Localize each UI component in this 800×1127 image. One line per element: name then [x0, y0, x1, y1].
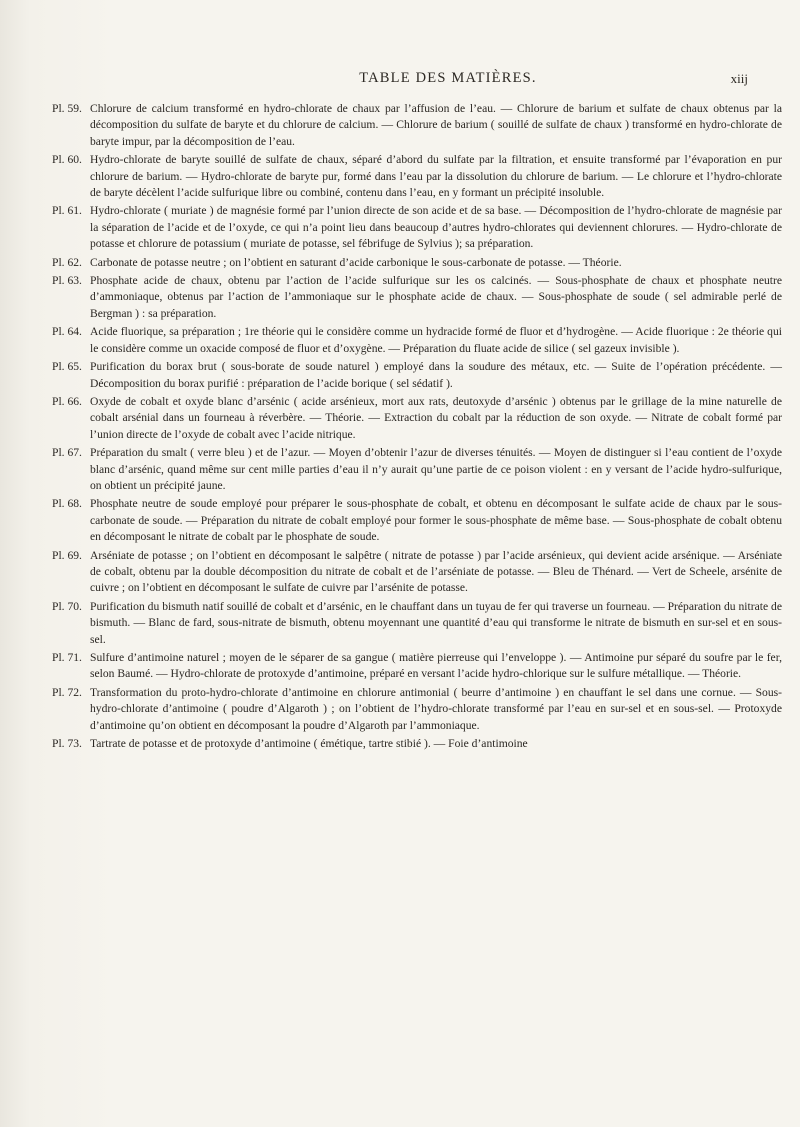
plate-number: Pl. 65.	[52, 360, 82, 374]
entry-text: Hydro-chlorate ( muriate ) de magnésie formé par l’union directe de son acide et de sa base. — Décomposition de l’hydro-chlorate de magnésie par la séparation de l’acide et de l’oxyde, ce qui n’a point lieu dans beaucoup d’autres hydro-chlorates qui deviennent chlorures. — Hydro-chlorate de potasse et chlorure de potassium ( muriate de potasse, sel fébrifuge de Sylvius ); sa préparation.	[90, 204, 782, 251]
entry-text: Transformation du proto-hydro-chlorate d’antimoine en chlorure antimonial ( beurre d’antimoine ) en chauffant le sel dans une cornue. — Sous-hydro-chlorate d’antimoine ( poudre d’Algaroth ) ; on l’obtient de l’hydro-chlorate transformé par l’eau en sur-sel et en sous-sel. — Protoxyde d’antimoine qu’on obtient en décomposant la poudre d’Algaroth par l’ammoniaque.	[90, 685, 782, 732]
page-header	[148, 70, 748, 94]
entry-text: Sulfure d’antimoine naturel ; moyen de le séparer de sa gangue ( matière pierreuse qui l’enveloppe ). — Antimoine pur séparé du soufre par le fer, selon Baumé. — Hydro-chlorate de protoxyde d’antimoine, préparé en versant l’acide hydro-chlorique sur le sulfure métallique. — Théorie.	[90, 651, 782, 681]
toc-entry	[52, 650, 782, 683]
entry-text: Purification du borax brut ( sous-borate de soude naturel ) employé dans la soudure des métaux, etc. — Suite de l’opération précédente. — Décomposition du borax purifié : préparation de l’acide borique ( sel sédatif ).	[90, 360, 782, 390]
entry-text: Hydro-chlorate de baryte souillé de sulfate de chaux, séparé d’abord du sulfate par la filtration, et ensuite transformé par l’évaporation en pur chlorure de barium. — Hydro-chlorate de baryte pur, formé dans l’eau par la dissolution du chlorure de barium. — Le chlorure et l’hydro-chlorate de baryte décèlent l’acide sulfurique libre ou combiné, contenu dans l’eau, en y formant un précipité insoluble.	[90, 153, 782, 200]
table-of-contents	[52, 101, 782, 754]
entry-text: Phosphate neutre de soude employé pour préparer le sous-phosphate de cobalt, et obtenu en décomposant le sulfate acide de chaux par le sous-carbonate de soude. — Préparation du nitrate de cobalt employé pour former le sous-phosphate de même base. — Sous-phosphate de cobalt obtenu en décomposant le nitrate de cobalt par le phosphate de soude.	[90, 497, 782, 544]
plate-number: Pl. 68.	[52, 497, 82, 511]
toc-entry	[52, 273, 782, 322]
toc-entry	[52, 394, 782, 443]
plate-number: Pl. 59.	[52, 102, 82, 115]
plate-number: Pl. 60.	[52, 153, 82, 167]
plate-number: Pl. 69.	[52, 548, 82, 562]
toc-entry	[52, 255, 782, 271]
toc-entry	[52, 152, 782, 201]
plate-number: Pl. 66.	[52, 394, 82, 408]
page-title: TABLE DES MATIÈRES.	[359, 70, 537, 86]
entry-text: Carbonate de potasse neutre ; on l’obtient en saturant d’acide carbonique le sous-carbonate de potasse. — Théorie.	[90, 255, 622, 269]
entry-text: Préparation du smalt ( verre bleu ) et de l’azur. — Moyen d’obtenir l’azur de diverses ténuités. — Moyen de distinguer si l’eau contient de l’oxyde blanc d’arsénic, quand même sur cent mille parties d’eau il n’y aurait qu’une partie de ce poison violent : en y versant de l’acide hydro-sulfurique, on obtient un précipité jaune.	[90, 446, 782, 492]
toc-entry	[52, 203, 782, 252]
plate-number: Pl. 62.	[52, 255, 82, 269]
toc-entry	[52, 359, 782, 392]
entry-text: Acide fluorique, sa préparation ; 1re théorie qui le considère comme un hydracide formé de fluor et d’hydrogène. — Acide fluorique : 2e théorie qui le considère comme un oxacide composé de fluor et d’oxygène. — Préparation du fluate acide de silice ( sel gazeux invisible ).	[90, 325, 782, 355]
entry-text: Purification du bismuth natif souillé de cobalt et d’arsénic, en le chauffant dans un tuyau de fer qui traverse un fourneau. — Préparation du nitrate de bismuth. — Blanc de fard, sous-nitrate de bismuth, obtenu moyennant une quantité d’eau qui transforme le nitrate de bismuth en sur-sel et en sous-sel.	[90, 599, 782, 646]
plate-number: Pl. 64.	[52, 325, 82, 339]
entry-text: Tartrate de potasse et de protoxyde d’antimoine ( émétique, tartre stibié ). — Foie d’antimoine	[90, 737, 528, 751]
plate-number: Pl. 73.	[52, 737, 82, 751]
toc-entry	[52, 496, 782, 545]
toc-entry	[52, 736, 782, 752]
plate-number: Pl. 71.	[52, 651, 82, 664]
toc-entry	[52, 101, 782, 150]
toc-entry	[52, 548, 782, 597]
plate-number: Pl. 63.	[52, 274, 82, 288]
toc-entry	[52, 445, 782, 494]
toc-entry	[52, 599, 782, 648]
entry-text: Chlorure de calcium transformé en hydro-chlorate de chaux par l’affusion de l’eau. — Chlorure de barium et sulfate de chaux obtenus par la décomposition du sulfate de baryte et du chlorure de calcium. — Chlorure de barium ( souillé de sulfate de chaux ) transformé en hydro-chlorate de baryte impur, par la décomposition de l’eau.	[90, 102, 782, 148]
entry-text: Phosphate acide de chaux, obtenu par l’action de l’acide sulfurique sur les os calcinés. — Sous-phosphate de chaux et phosphate neutre d’ammoniaque, obtenus par l’action de l’ammoniaque sur le phosphate acide de chaux. — Sous-phosphate de soude ( sel admirable perlé de Bergman ) : sa préparation.	[90, 274, 782, 320]
toc-entry	[52, 685, 782, 734]
toc-entry	[52, 324, 782, 357]
entry-text: Arséniate de potasse ; on l’obtient en décomposant le salpêtre ( nitrate de potasse ) par l’acide arsénieux, qui devient acide arsénique. — Arséniate de cobalt, obtenu par la double décomposition du nitrate de cobalt et de l’arséniate de potasse. — Bleu de Thénard. — Vert de Scheele, arsénite de cuivre ; on l’obtient en décomposant le sulfate de cuivre par l’arsénite de potasse.	[90, 548, 782, 595]
plate-number: Pl. 61.	[52, 204, 82, 218]
page-number: xiij	[730, 71, 748, 86]
plate-number: Pl. 67.	[52, 446, 82, 460]
plate-number: Pl. 72.	[52, 685, 82, 699]
plate-number: Pl. 70.	[52, 599, 82, 613]
entry-text: Oxyde de cobalt et oxyde blanc d’arsénic ( acide arsénieux, mort aux rats, deutoxyde d’arsénic ) obtenus par le grillage de la mine naturelle de cobalt arsénial dans un fourneau à réverbère. — Théorie. — Extraction du cobalt par la réduction de son oxyde. — Nitrate de cobalt formé par l’union directe de l’oxyde de cobalt avec l’acide nitrique.	[90, 394, 782, 441]
